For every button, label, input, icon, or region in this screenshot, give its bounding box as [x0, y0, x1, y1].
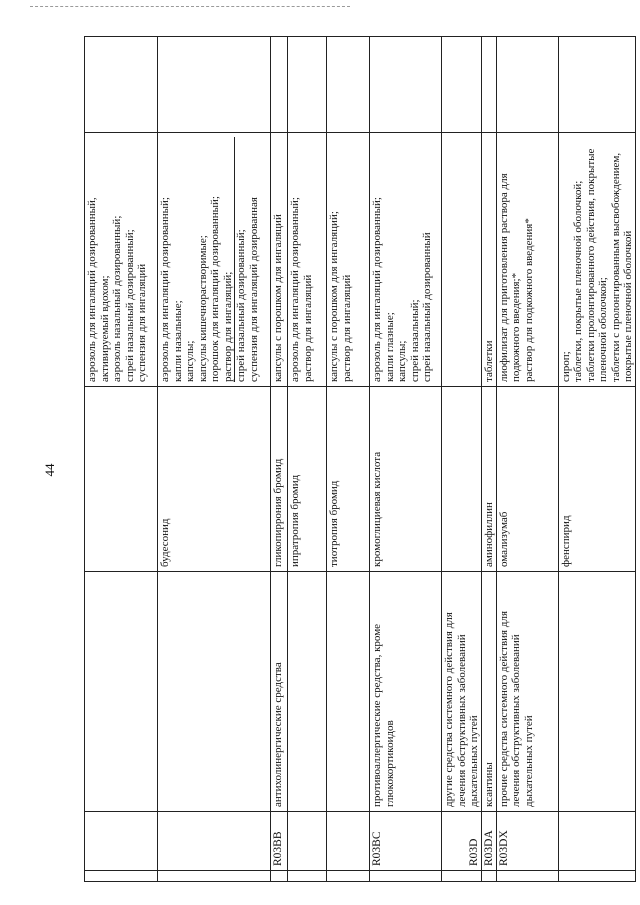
row-code: R03DA — [481, 812, 496, 871]
row-group: противоаллергические средства, кроме глюкокортикоидов — [370, 572, 442, 812]
row-forms — [370, 133, 442, 387]
form-line: капсулы с порошком для ингаляций — [272, 214, 284, 382]
row-extra — [558, 37, 635, 133]
row-drug — [442, 387, 482, 572]
row-code-spacer — [442, 871, 482, 882]
row-group — [327, 572, 370, 812]
row-drug: фенспирид — [558, 387, 635, 572]
table-row — [481, 37, 496, 882]
form-line: капли назальные; — [171, 300, 184, 382]
form-line: аэрозоль для ингаляций дозированный; — [159, 197, 171, 382]
form-line: капсулы; — [184, 340, 196, 382]
table-row — [271, 37, 288, 882]
row-extra — [370, 37, 442, 133]
form-line: аэрозоль для ингаляций дозированный; — [371, 197, 383, 382]
row-group: антихолинергические средства — [271, 572, 288, 812]
form-line: раствор для ингаляций — [340, 274, 353, 382]
form-line: лиофилизат для приготовления раствора для подкожного введения;* — [497, 173, 522, 382]
form-line: капсулы с порошком для ингаляций; — [328, 211, 340, 382]
table-row — [442, 37, 482, 882]
table-row — [496, 37, 558, 882]
form-line: сироп; — [559, 351, 572, 382]
row-code-spacer — [327, 871, 370, 882]
row-extra — [158, 37, 271, 133]
form-line: спрей назальный; — [408, 299, 421, 382]
row-code — [158, 871, 271, 882]
row-forms — [271, 133, 288, 387]
table-row — [370, 37, 442, 882]
row-drug: аминофиллин — [481, 387, 496, 572]
row-forms — [85, 133, 158, 387]
row-extra — [496, 37, 558, 133]
row-group — [85, 572, 158, 812]
form-line: капсулы кишечнорастворимые; — [196, 235, 209, 382]
row-extra — [288, 37, 327, 133]
form-line: раствор для подкожного введения* — [522, 218, 535, 382]
form-line: спрей назальный дозированный; — [123, 229, 136, 382]
row-code: R03D — [442, 812, 482, 871]
row-group: прочие средства системного действия для лечения обструктивных заболеваний дыхательных путей — [496, 572, 558, 812]
drug-table — [84, 36, 636, 882]
form-line: аэрозоль для ингаляций дозированный; — [289, 197, 301, 382]
page-number: 44 — [42, 463, 57, 477]
row-drug — [85, 387, 158, 572]
row-group: другие средства системного действия для лечения обструктивных заболеваний дыхательных путей — [442, 572, 482, 812]
table-row — [327, 37, 370, 882]
row-drug: кромоглициевая кислота — [370, 387, 442, 572]
table-row — [558, 37, 635, 882]
row-code — [288, 812, 327, 871]
row-extra — [442, 37, 482, 133]
row-extra — [327, 37, 370, 133]
form-line: суспензия для ингаляций дозированная — [247, 197, 260, 382]
form-line: таблетки с пролонгированным высвобождением, покрытые пленочной оболочкой — [609, 152, 634, 382]
row-drug: тиотропия бромид — [327, 387, 370, 572]
row-forms — [481, 133, 496, 387]
row-code-spacer — [558, 871, 635, 882]
row-code — [85, 871, 158, 882]
form-line: суспензия для ингаляций — [136, 263, 148, 382]
row-group — [158, 572, 271, 812]
form-line: аэрозоль для ингаляций дозированный, активируемый вдохом; — [86, 197, 111, 382]
table-row — [288, 37, 327, 882]
row-group: ксантины — [481, 572, 496, 812]
row-code-spacer — [271, 871, 288, 882]
form-line: порошок для ингаляций дозированный; — [209, 196, 221, 382]
row-drug: будесонид — [158, 387, 271, 572]
row-code-secondary — [158, 812, 271, 871]
form-line: спрей назальный дозированный; — [235, 229, 247, 382]
top-header-rule — [30, 6, 350, 7]
row-drug: гликопиррония бромид — [271, 387, 288, 572]
row-forms — [558, 133, 635, 387]
form-line: капли глазные; — [383, 312, 396, 382]
form-line: таблетки — [482, 340, 495, 382]
row-code-spacer — [481, 871, 496, 882]
form-line: капсулы; — [396, 340, 408, 382]
row-code-spacer — [370, 871, 442, 882]
table-row — [158, 37, 271, 882]
form-line: раствор для ингаляций — [301, 274, 314, 382]
row-extra — [271, 37, 288, 133]
row-code-spacer — [288, 871, 327, 882]
rotated-page-content — [84, 37, 634, 882]
row-extra — [481, 37, 496, 133]
row-code: R03BC — [370, 812, 442, 871]
row-group — [558, 572, 635, 812]
row-code: R03DX — [496, 812, 558, 871]
form-line: спрей назальный дозированный — [421, 232, 433, 382]
row-drug: ипратропия бромид — [288, 387, 327, 572]
row-code-spacer — [496, 871, 558, 882]
form-line: таблетки, покрытые пленочной оболочкой; — [572, 180, 584, 382]
form-line: раствор для ингаляций; — [222, 137, 236, 382]
row-forms — [442, 133, 482, 387]
row-code — [558, 812, 635, 871]
row-code: R03BB — [271, 812, 288, 871]
row-forms — [158, 133, 271, 387]
row-forms — [327, 133, 370, 387]
row-forms — [496, 133, 558, 387]
row-code — [327, 812, 370, 871]
row-extra — [85, 37, 158, 133]
table-row — [85, 37, 158, 882]
form-line: аэрозоль назальный дозированный; — [111, 215, 123, 382]
row-forms — [288, 133, 327, 387]
row-code-secondary — [85, 812, 158, 871]
row-drug: омализумаб — [496, 387, 558, 572]
form-line: таблетки пролонгированного действия, покрытые пленочной оболочкой; — [584, 148, 609, 382]
row-group — [288, 572, 327, 812]
